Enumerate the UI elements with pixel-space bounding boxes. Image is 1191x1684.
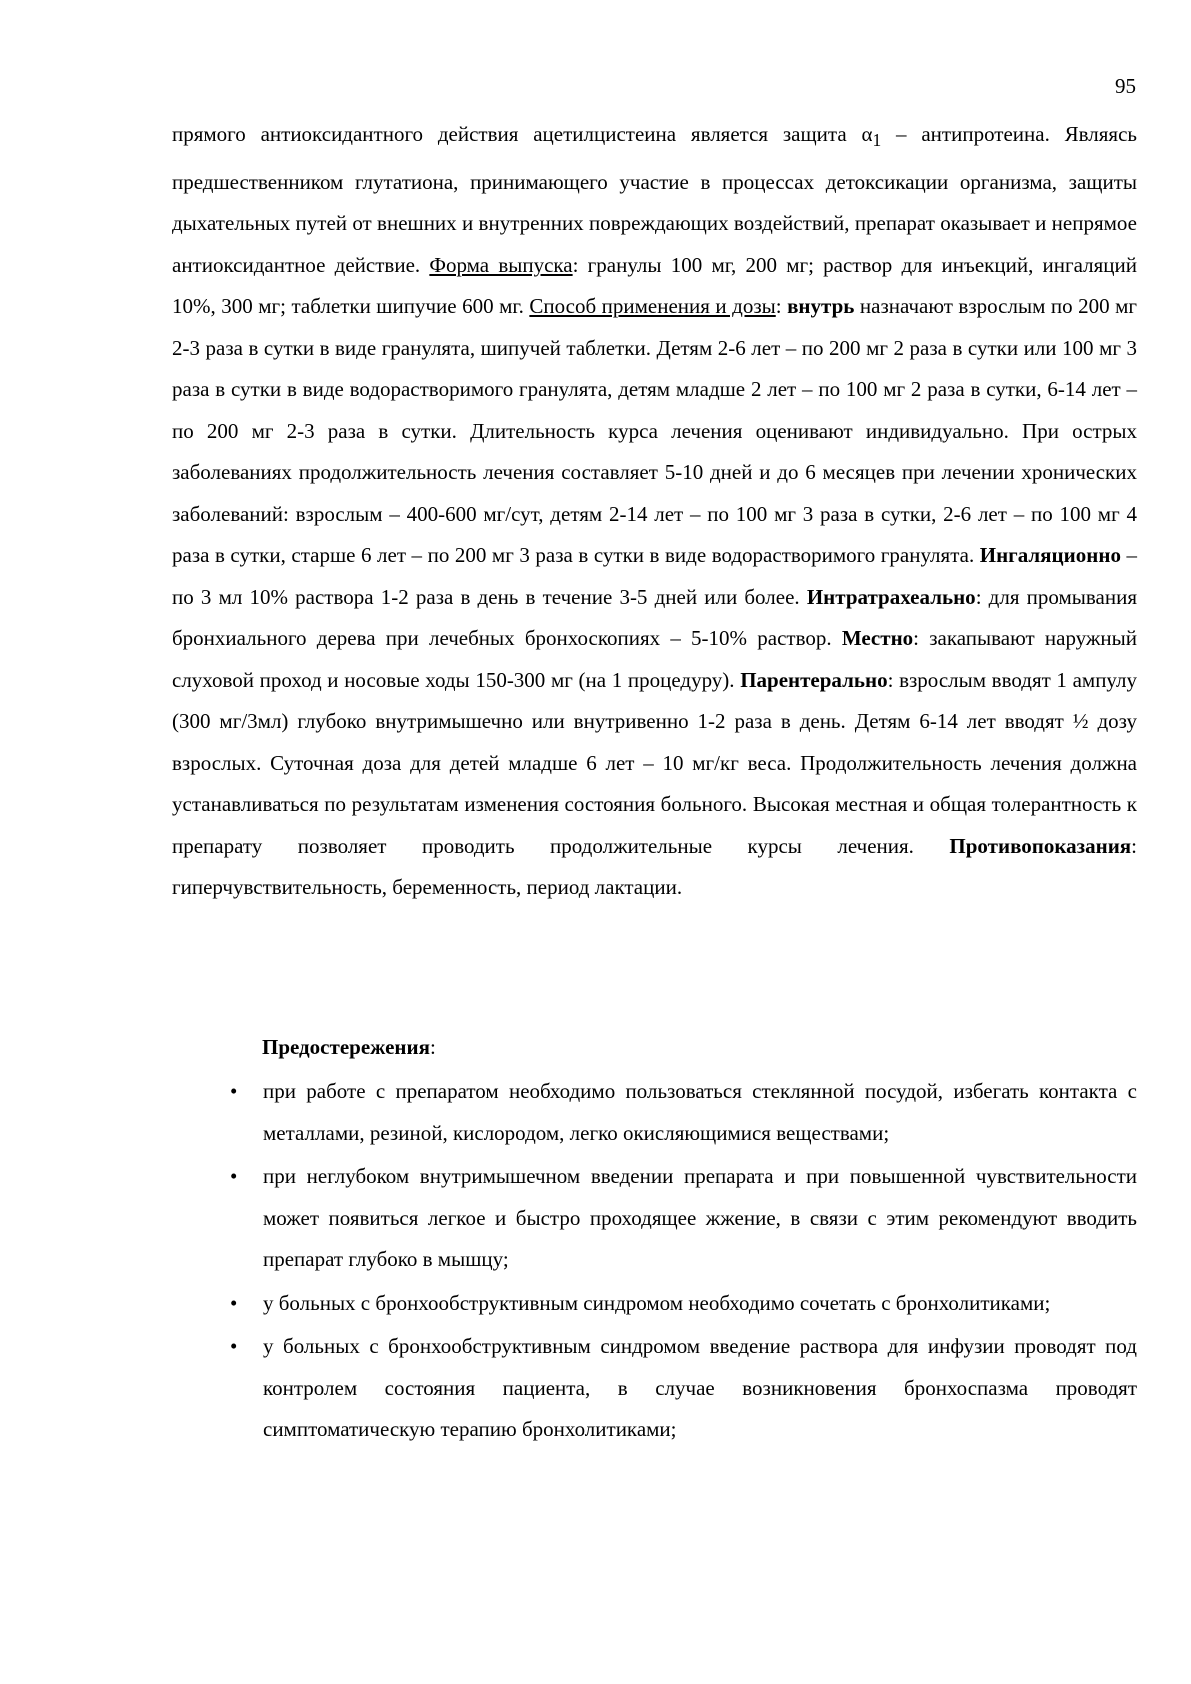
list-item-text: у больных с бронхообструктивным синдромом необходимо сочетать с бронхолитиками;: [263, 1290, 1051, 1315]
warnings-heading-text: Предостережения: [262, 1035, 430, 1059]
text-segment: : для промывания бронхиального дерева при лечебных бронхоскопиях – 5-10% раствор.: [172, 584, 1138, 651]
contraindications-term: Противопоказания: [949, 833, 1132, 858]
local-term: Местно: [841, 626, 914, 651]
subscript: 1: [872, 130, 882, 151]
list-item: [172, 1071, 1137, 1154]
warnings-list: [172, 1071, 1137, 1453]
text-segment: :: [775, 294, 788, 319]
list-item-text: при неглубоком внутримышечном введении препарата и при повышенной чувствительности может появиться легкое и быстро проходящее жжение, в связи с этим рекомендуют вводить препарат глубоко в мышцу;: [263, 1164, 1137, 1271]
text-segment: : закапывают наружный слуховой проход и носовые ходы 150-300 мг (на 1 процедуру).: [172, 626, 1137, 692]
text-segment: : гиперчувствительность, беременность, период лактации.: [172, 833, 1137, 900]
oral-term: внутрь: [787, 294, 855, 319]
warnings-heading: [262, 1032, 436, 1062]
warnings-heading-colon: :: [429, 1035, 436, 1059]
list-item-text: при работе с препаратом необходимо пользоваться стеклянной посудой, избегать контакта с металлами, резиной, кислородом, легко окисляющимися веществами;: [263, 1079, 1137, 1145]
bullet-icon: •: [230, 1164, 238, 1188]
intratracheal-term: Интратрахеально: [806, 584, 976, 609]
inhalation-term: Ингаляционно: [979, 543, 1121, 568]
text-segment: – антипротеина. Являясь предшественником глутатиона, принимающего участие в процессах детоксикации организма, защиты дыхательных путей от внешних и внутренних повреждающих воздействий, препарат оказывает и непрямое антиоксидантное действие.: [172, 122, 1137, 277]
form-label: Форма выпуска: [429, 252, 573, 277]
main-paragraph: [172, 114, 1137, 909]
text-segment: прямого антиоксидантного действия ацетилцистеина является защита α: [172, 122, 873, 146]
text-segment: назначают взрослым по 200 мг 2-3 раза в сутки в виде гранулята, шипучей таблетки. Детям 2-6 лет – по 200 мг 2 раза в сутки или 100 мг 3 раза в сутки в виде водорастворимого гранулята, детям младше 2 лет – по 100 мг 2 раза в сутки, 6-14 лет – по 200 мг 2-3 раза в сутки. Длительность курса лечения оценивают индивидуально. При острых заболеваниях продолжительность лечения составляет 5-10 дней и до 6 месяцев при лечении хронических заболеваний: взрослым – 400-600 мг/сут, детям 2-14 лет – по 100 мг 3 раза в сутки, 2-6 лет – по 100 мг 4 раза в сутки, старше 6 лет – по 200 мг 3 раза в сутки в виде водорастворимого гранулята.: [172, 294, 1137, 568]
page-number: 95: [1115, 74, 1136, 98]
bullet-icon: •: [230, 1079, 238, 1103]
text-segment: : гранулы 100 мг, 200 мг; раствор для инъекций, ингаляций 10%, 300 мг; таблетки шипучие 600 мг.: [172, 252, 1137, 319]
bullet-icon: •: [230, 1290, 238, 1315]
list-item: [172, 1156, 1137, 1281]
parenteral-term: Парентерально: [740, 667, 888, 692]
list-item: [172, 1283, 1137, 1325]
list-item: [172, 1326, 1137, 1451]
method-label: Способ применения и дозы: [529, 294, 776, 319]
list-item-text: у больных с бронхообструктивным синдромом введение раствора для инфузии проводят под контролем состояния пациента, в случае возникновения бронхоспазма проводят симптоматическую терапию бронхолитиками;: [263, 1334, 1137, 1441]
text-segment: : взрослым вводят 1 ампулу (300 мг/3мл) глубоко внутримышечно или внутривенно 1-2 раза в день. Детям 6-14 лет вводят ½ дозу взрослых. Суточная доза для детей младше 6 лет – 10 мг/кг веса. Продолжительность лечения должна устанавливаться по результатам изменения состояния больного. Высокая местная и общая толерантность к препарату позволяет проводить продолжительные курсы лечения.: [172, 667, 1137, 858]
bullet-icon: •: [230, 1334, 238, 1358]
text-segment: – по 3 мл 10% раствора 1-2 раза в день в течение 3-5 дней или более.: [172, 543, 1137, 609]
